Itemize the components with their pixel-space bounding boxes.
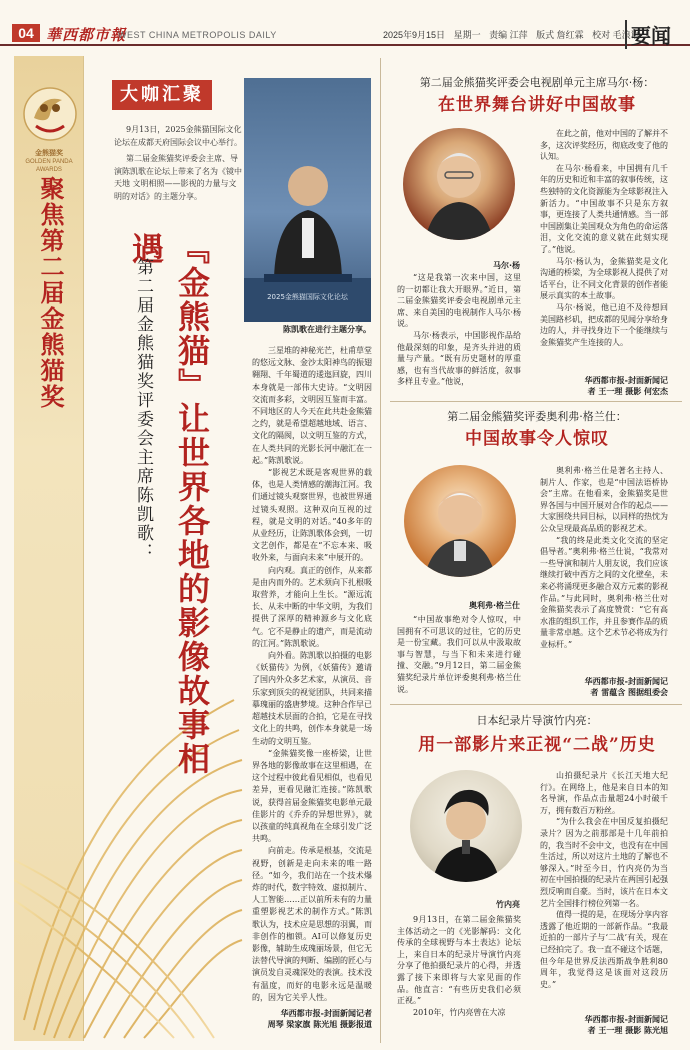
portrait-icon <box>403 128 515 240</box>
chen-kaige-photo <box>244 78 371 322</box>
portrait-icon <box>410 770 522 882</box>
panda-logo-icon <box>22 86 78 142</box>
intro-paragraph: 第二届金熊猫奖评委会主席、导演陈凯歌在论坛上带来了名为《镜中天地 文明相照——影视的力量与文明的对话》的主题分享。 <box>114 154 242 201</box>
section-divider <box>390 401 682 402</box>
feature-tag: 大咖汇聚 <box>112 80 212 110</box>
body-paragraph: “中国故事绝对令人惊叹，中国拥有不可思议的过往，它的历史是一份宝藏。我们可以从中汲取故事与智慧，与当下和未来进行碰撞、交融。”9月12日，第二届金熊猫奖纪录片单位评委奥利弗·格兰仕说。 <box>397 615 521 694</box>
page-number: 04 <box>12 24 40 42</box>
main-byline <box>252 1008 372 1030</box>
byline-line: 华西都市报-封面新闻记者 <box>280 1009 372 1018</box>
byline-line: 周琴 梁家旗 陈光旭 摄影报道 <box>267 1020 372 1029</box>
forum-banner-text: 2025金熊猫国际文化论坛 <box>267 293 348 301</box>
body-paragraph: 在马尔·杨看来，中国拥有几千年的历史和近和丰富的叙事传统，这些独特的文化资源能为全球影视注入新活力。“中国故事不只是东方叙事，更连接了人类共通情感。当一部中国剧集让美国观众为角色的命运落泪，文化交流的意义就在此刻实现了。”他说。 <box>540 163 668 254</box>
article4-byline <box>556 1014 668 1036</box>
olivier-photo <box>404 465 516 577</box>
byline-line: 者 雷蕴含 图据组委会 <box>590 688 668 697</box>
proofreader: 校对 毛浪语 <box>592 30 640 40</box>
body-paragraph: 山拍摄纪录片《长江天地大纪行》。在网络上，他是来自日本的知名导演，作品点击量超24小时破千万，拥有数百万粉丝。 <box>540 771 668 815</box>
article2-col-left <box>397 272 521 388</box>
issue-date: 2025年9月15日 <box>383 30 446 40</box>
byline-line: 华西都市报-封面新闻记 <box>584 376 668 385</box>
byline-line: 者 王一理 摄影 何宏杰 <box>587 387 668 396</box>
column-divider <box>380 58 381 1043</box>
editor: 责编 江萍 <box>489 30 528 40</box>
body-paragraph: 2010年，竹内亮曾在大凉 <box>413 1007 506 1017</box>
article4-col-right <box>540 770 668 990</box>
article4-col-left <box>397 914 521 1018</box>
logo-text-en: GOLDEN PANDA AWARDS <box>25 159 73 173</box>
portrait-icon <box>404 465 516 577</box>
body-paragraph: 马尔·杨认为，金熊猫奖是文化沟通的桥梁，为全球影视人提供了对话平台，让不同文化背景的创作者能展示真实的本土故事。 <box>540 256 668 301</box>
main-headline: 『金熊猫』让世界各地的影像故事相遇 <box>127 232 211 776</box>
speaker-figure-icon <box>244 78 371 322</box>
body-paragraph: “影视艺术既是客观世界的载体，也是人类情感的潮海江河。我们通过镜头观察世界，也被世界通过镜头观照。这种双向互视的过程，就是文明的对话。”40多年的从业经历，让陈凯歌体会到，一切文艺创作，都是在“不忘本来、吸收外来，与面向未来”中展开的。 <box>252 468 372 563</box>
body-paragraph: 值得一提的是，在现场分享内容透露了他近期的一部新作品。“我最近拍的一部片子与‘二战’有关，现在已经拍完了。我一直不碰这个话题，但今年是世界反法西斯战争胜利80周年，我觉得这是该面对这段历史。” <box>540 910 668 989</box>
article2-kicker: 第二届金熊猫奖评委会电视剧单元主席马尔·杨： <box>419 76 655 89</box>
header-meta <box>383 28 646 41</box>
body-paragraph: 9月13日，在第二届金熊猫奖主体活动之一的《光影解码：文化传承的全球视野与本土表达》论坛上，来自日本的纪录片导演竹内亮分享了他拍摄纪录片的心得，并透露了接下来即将与大家见面的作品。他直言：“有些历史我们必须正视。” <box>397 915 521 1006</box>
article3-photo-caption: 奥利弗·格兰仕 <box>468 601 520 610</box>
article4-photo-caption: 竹内亮 <box>496 900 520 909</box>
article2-byline <box>556 375 668 397</box>
body-paragraph: 马尔·杨表示，中国影视作品给他最深刻的印象，是齐头并进的质量与产量。“既有历史题材的厚重感，也有当代故事的鲜活度，叙事多样且专业。”他说， <box>397 330 521 387</box>
photo-caption: 陈凯歌在进行主题分享。 <box>283 325 371 334</box>
mar-yang-photo <box>403 128 515 240</box>
article2-photo-caption: 马尔·杨 <box>492 261 520 270</box>
section-name: 要闻 <box>625 20 671 49</box>
body-paragraph: “金熊猫奖像一座桥梁，让世界各地的影像故事在这里相遇，在这个过程中彼此看见相似，也看见差异，更看见融汇连接。”陈凯歌说，获得首届金熊猫奖电影单元最佳影片的《乔乔的异想世界》，就以孩童的纯真视角在全球引发广泛共鸣。 <box>252 748 372 844</box>
body-paragraph: 向内观。真正的创作，从来都是由内而外的。艺术须向下扎根吸取营养，才能向上生长。“源远流长、从未中断的中华文明，为我们提供了深厚的精神源乡与文化底气。它不是静止的遗产，而是流动的江河。”陈凯歌说。 <box>252 565 372 648</box>
article3-byline <box>556 676 668 698</box>
article3-col-right <box>540 465 668 651</box>
body-paragraph: 奥利弗·格兰仕是著名主持人、制片人、作家，也是“中国法语桥协会”主席。在他看来，金熊猫奖是世界各国与中国开展对合作的起点——大家围绕共同目标，以同样的热忱为公众呈现最高品质的影视艺术。 <box>540 466 668 533</box>
issue-weekday: 星期一 <box>453 30 481 40</box>
article4-headline: 用一部影片来正视“二战”历史 <box>418 735 656 755</box>
article2-col-right <box>540 128 668 348</box>
section-divider <box>390 704 682 705</box>
byline-line: 者 王一理 摄影 陈光旭 <box>587 1026 668 1035</box>
body-paragraph: “这是我第一次来中国，这里的一切都让我大开眼界。”近日，第二届金熊猫奖评委会电视剧单元主席、来自美国的电视制作人马尔·杨说。 <box>397 273 521 329</box>
article4-kicker: 日本纪录片导演竹内亮： <box>476 714 598 727</box>
takeuchi-photo <box>410 770 522 882</box>
body-paragraph: 三星堆的神秘光芒，杜甫草堂的悠远文脉、金沙太阳神鸟的振翅翱翔、千年蜀道的逶迤回旋，四川本身就是一部伟大史诗。“文明因交流而多彩，文明因互鉴而丰富。不同地区的人今天在此共赴金熊猫之约，就是希望超越地域、语言、文化的隔阂，以文明互鉴的方式，在人类共同的光影长河中融汇在一起。”陈凯歌说。 <box>252 346 372 465</box>
main-article-body <box>252 345 372 1004</box>
article3-kicker: 第二届金熊猫奖评委奥利弗·格兰仕： <box>447 410 627 423</box>
intro-paragraph: 9月13日，2025金熊猫国际文化论坛在成都天府国际会议中心举行。 <box>114 125 242 147</box>
column-title: 聚焦第二届金熊猫奖 <box>36 176 64 410</box>
body-paragraph: 向外看。陈凯歌以拍摄的电影《妖猫传》为例，《妖猫传》邀请了国内外众多艺术家，从演员、音乐家到顶尖的视觉团队，共同来描摹瑰丽的盛唐梦境。这种合作早已超越技术层面的合拍，它是在寻找文化上的共鸣，创作本身就是一场生动的文明互鉴。 <box>252 651 372 746</box>
body-paragraph: 马尔·杨说，他已迫不及待想回美国路杉矶，把成都的见闻分享给身边的人，并寻找身边下一个能继续与金熊猫奖产生连接的人。 <box>540 302 668 347</box>
body-paragraph: 向前走。传承是根基，交流是视野，创新是走向未来的唯一路径。“如今，我们站在一个技术爆炸的时代，数字特效、虚拟制片、人工智能……正以前所未有的力量重塑影视艺术的制作方式。”陈凯歌认为，技术应是思想的羽翼，而非创作的枷锁。AI可以修复历史影像，辅助生成瑰丽场景，但它无法替代导演的判断、编剧的匠心与演员发自灵魂深处的表演。技术没有温度，而好的电影永远是温暖的，因为它关乎人性。 <box>252 846 372 1002</box>
body-paragraph: “我的终是此类文化交流的坚定倡导者。”奥利弗·格兰仕说，“我常对一些导演和制片人朋友说，我们应该继续打破中西方之间的文化壁垒，未来必将涌现更多融合双方元素的影视作品。”与此同时，奥利弗·格兰仕对金熊猫奖表示了高度赞赏：“它有高水准的组织工作，并且参赛作品的质量非常卓越。这个艺术节必将成为行业标杆。” <box>540 535 668 649</box>
article-intro <box>114 124 242 207</box>
article2-headline: 在世界舞台讲好中国故事 <box>438 95 636 115</box>
logo-text: 金熊猫奖 <box>35 149 63 157</box>
byline-line: 华西都市报-封面新闻记 <box>584 677 668 686</box>
paper-name-en: WEST CHINA METROPOLIS DAILY <box>118 30 277 40</box>
body-paragraph: “为什么我会在中国反复拍摄纪录片？因为之前那部是十几年前拍的，我当时不会中文，也没有在中国生活过，所以对这片土地的了解也不够深入。”时至今日，竹内亮仍为当初在中国拍摄的纪录片在两国引起强烈反响而自豪。当时，该片在日本文艺片全国排行榜位列第一名。 <box>540 817 668 908</box>
body-paragraph: 在此之前，他对中国的了解并不多，这次评奖经历，彻底改变了他的认知。 <box>540 129 668 162</box>
article3-headline: 中国故事令人惊叹 <box>465 429 609 449</box>
main-subheadline: 第二届金熊猫奖评委会主席陈凯歌： <box>133 258 153 562</box>
article3-col-left <box>397 614 521 695</box>
paper-name: 華西都市報 <box>46 26 127 44</box>
byline-line: 华西都市报-封面新闻记 <box>584 1015 668 1024</box>
designer: 版式 詹红霖 <box>536 30 584 40</box>
